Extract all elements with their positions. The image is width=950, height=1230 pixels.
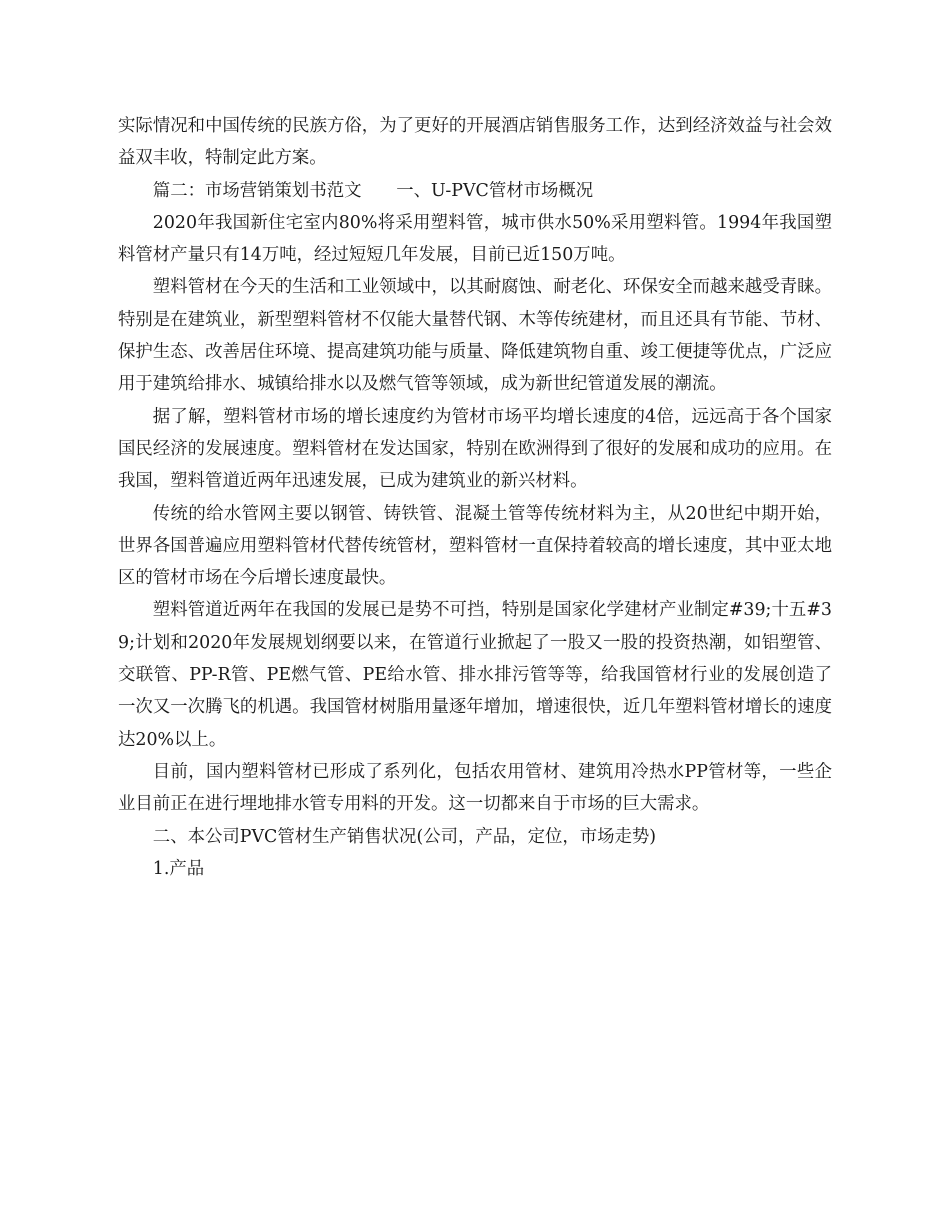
paragraph-section-heading: 篇二：市场营销策划书范文 一、U-PVC管材市场概况: [152, 180, 594, 201]
paragraph-product-heading: 1.产品: [152, 858, 205, 879]
paragraph-traditional-pipes: 传统的给水管网主要以钢管、铸铁管、混凝土管等传统材料为主，从20世纪中期开始，世界各国普遍应用塑料管材代替传统管材，塑料管材一直保持着较高的增长速度，其中亚太地区的管材市场在今后增长速度最快。: [118, 503, 832, 589]
paragraph-plastic-pipe-advantages: 塑料管材在今天的生活和工业领域中，以其耐腐蚀、耐老化、环保安全而越来越受青睐。特别是在建筑业，新型塑料管材不仅能大量替代钢、木等传统建材，而且还具有节能、节材、保护生态、改善居住环境、提高建筑功能与质量、降低建筑物自重、竣工便捷等优点，广泛应用于建筑给排水、城镇给排水以及燃气管等领域，成为新世纪管道发展的潮流。: [118, 277, 832, 395]
paragraph-domestic-development: 塑料管道近两年在我国的发展已是势不可挡，特别是国家化学建材产业制定#39;十五#39;计划和2020年发展规划纲要以来，在管道行业掀起了一股又一股的投资热潮，如铝塑管、交联管、PP-R管、PE燃气管、PE给水管、排水排污管等等，给我国管材行业的发展创造了一次又一次腾飞的机遇。我国管材树脂用量逐年增加，增速很快，近几年塑料管材增长的速度达20%以上。: [118, 600, 832, 750]
paragraph-current-status: 目前，国内塑料管材已形成了系列化，包括农用管材、建筑用冷热水PP管材等，一些企业目前正在进行埋地排水管专用料的开发。这一切都来自于市场的巨大需求。: [118, 761, 832, 815]
paragraph-market-stats: 2020年我国新住宅室内80%将采用塑料管，城市供水50%采用塑料管。1994年我国塑料管材产量只有14万吨，经过短短几年发展，目前已近150万吨。: [118, 212, 832, 266]
paragraph-intro-continuation: 实际情况和中国传统的民族方俗，为了更好的开展酒店销售服务工作，达到经济效益与社会效益双丰收，特制定此方案。: [118, 116, 832, 169]
paragraph-company-status-heading: 二、本公司PVC管材生产销售状况(公司，产品，定位，市场走势): [152, 826, 657, 847]
paragraph-growth-rate: 据了解，塑料管材市场的增长速度约为管材市场平均增长速度的4倍，远远高于各个国家国民经济的发展速度。塑料管材在发达国家，特别在欧洲得到了很好的发展和成功的应用。在我国，塑料管道近两年迅速发展，已成为建筑业的新兴材料。: [118, 406, 832, 492]
